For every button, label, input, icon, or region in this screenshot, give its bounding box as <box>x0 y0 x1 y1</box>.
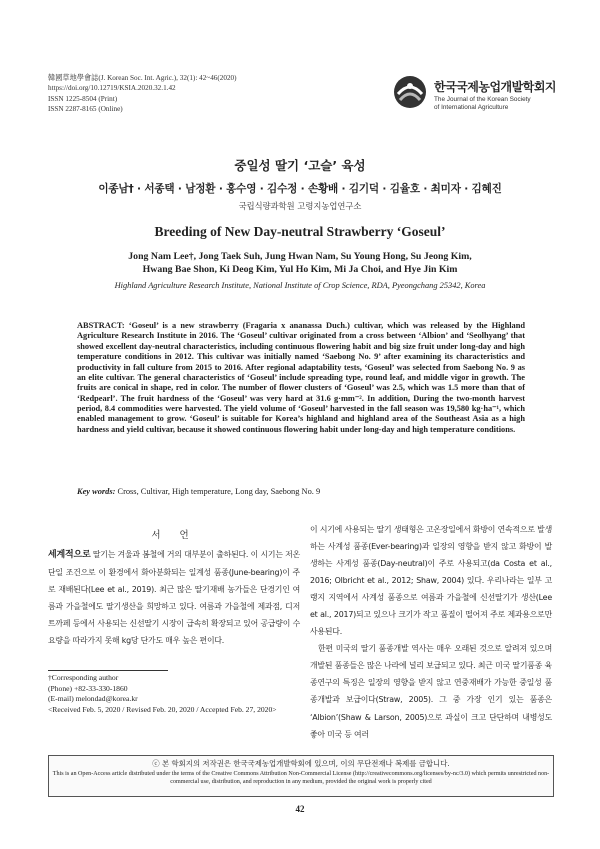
society-name-en <box>434 96 531 112</box>
journal-citation: 韓國草地學會誌(J. Korean Soc. Int. Agric.), 32(1): 42~46(2020) <box>48 74 237 82</box>
abstract-label: ABSTRACT: <box>77 321 125 330</box>
intro-paragraph-1: 이 시기에 사용되는 딸기 생태형은 고온장일에서 화방이 연속적으로 발생하는 사계성 품종(Ever-bearing)과 일장의 영향을 받지 않고 화방이 발생하는 사계성 품종(Day-neutral)이 주로 사용되고(da Costa et al., 2016; Olbricht et al., 2012; Shaw, 2004) 있다. 우리나라는 일부 고랭지 지역에서 사계성 품종으로 여름과 가을철에 신선딸기가 생산(Lee et al., 2017)되고 있으나 크기가 작고 품질이 떨어져 주로 제과용으로만 사용된다. <box>310 525 552 637</box>
title-english: Breeding of New Day-neutral Strawberry ‘Goseul’ <box>154 224 446 239</box>
society-name-en-line1: The Journal of the Korean Society <box>434 96 531 103</box>
affiliation-english: Highland Agriculture Research Institute, National Institute of Crop Science, RDA, Pyeongchang 25342, Korea <box>114 281 486 290</box>
authors-english-line1: Jong Nam Lee†, Jong Taek Suh, Jung Hwan Nam, Su Young Hong, Su Jeong Kim, <box>128 251 472 262</box>
journal-header <box>48 73 237 114</box>
society-logo <box>392 74 562 130</box>
issn-online: ISSN 2287-8165 (Online) <box>48 104 123 113</box>
author-phone: (Phone) +82-33-330-1860 <box>48 683 128 693</box>
authors-english-line2: Hwang Bae Shon, Ki Deog Kim, Yul Ho Kim, Mi Ja Choi, and Hye Jin Kim <box>142 263 458 275</box>
affiliation-korean: 국립식량과학원 고령지농업연구소 <box>238 201 362 211</box>
footnote-rule <box>48 670 168 671</box>
society-name-kr: 한국국제농업개발학회지 <box>434 80 557 94</box>
copyright-notice: ⓒ 본 학회지의 저작권은 한국국제농업개발학회에 있으며, 이의 무단전재나 복제를 금합니다. <box>152 759 450 768</box>
keywords <box>77 487 525 496</box>
section-title-introduction: 서 언 <box>151 530 197 541</box>
intro-paragraph-2: 한편 미국의 딸기 품종개발 역사는 매우 오래된 것으로 알려져 있으며 개발된 품종들은 많은 나라에 널리 보급되고 있다. 최근 미국 딸기품종 육종연구의 특징은 일장의 영향을 받지 않고 연중재배가 가능한 중일성 품종개발과 보급이다(Straw, 2005). 그 중 가장 인기 있는 품종은 ‘Albion’(Shaw & Larson, 2005)으로 과실이 크고 단단하며 내병성도 좋아 미국 등 여러 <box>310 644 552 739</box>
footnote <box>48 673 277 715</box>
keywords-label: Key words: <box>77 487 116 496</box>
intro-lead-word: 세계적으로 <box>48 550 91 560</box>
author-email[interactable]: (E-mail) melondad@korea.kr <box>48 694 138 704</box>
page-number: 42 <box>295 804 305 814</box>
abstract-text: ‘Goseul’ is a new strawberry (Fragaria x ananassa Duch.) cultivar, which was released by the Highland Agriculture Research Institute in 2016. The ‘Goseul’ cultivar originated from a cross between ‘Albion’ and ‘Seolhyang’ that showed excellent day-neutral characteristics, including continuous flowering habit and big size fruit under long-day and high temperature conditions in 2012. This cultivar was initially named ‘Saebong No. 9’ after examining its characteristics and productivity in fall culture from 2015 to 2016. After regional adaptability tests, ‘Goseul’ was selected from Saebong No. 9 as an elite cultivar. The general characteristics of ‘Goseul’ include spreading type, round leaf, and middle vigor in growth. The fruits are conical in shape, red in color. The number of flower clusters of ‘Goseul’ was 2.5, which was 1.5 more than that of ‘Redpearl’. The fruit hardness of the ‘Goseul’ was very hard at 31.6 g·mm⁻². In addition, During the two-month harvest period, 8.4 commodities were harvested. The yield volume of ‘Goseul’ harvested in the fall season was 19,580 kg·ha⁻¹, which enabled management to grow. ‘Goseul’ is suitable for Korea’s highland and highland area of the Southeast Asia as a high hardness and yield cultivar, because it showed continuous flowering habit under long-day and high temperature conditions. <box>77 321 526 434</box>
body-column-left <box>48 546 300 649</box>
intro-text-left: 딸기는 겨울과 봄철에 거의 대부분이 출하된다. 이 시기는 저온단일 조건으로 이 환경에서 화아분화되는 일계성 품종(June-bearing)이 주로 재배된다(Lee et al., 2019). 최근 많은 딸기재배 농가들은 단경기인 여름과 가을철에도 딸기생산을 희망하고 있다. 여름과 가을철에 제과점, 디저트까페 등에서 사용되는 신선딸기 시장이 급속히 확장되고 있어 공급량이 수요량을 따라가지 못해 kg당 단가도 매우 높은 편이다. <box>48 550 300 645</box>
body-column-right <box>310 521 552 743</box>
issn-print: ISSN 1225-8504 (Print) <box>48 94 118 103</box>
received-dates: <Received Feb. 5, 2020 / Revised Feb. 20, 2020 / Accepted Feb. 27, 2020> <box>48 704 277 714</box>
doi-link[interactable]: https://doi.org/10.12719/KSIA.2020.32.1.42 <box>48 84 176 93</box>
abstract <box>77 321 525 435</box>
keywords-text: Cross, Cultivar, High temperature, Long day, Saebong No. 9 <box>117 487 321 496</box>
title-korean: 중일성 딸기 ‘고슬’ 육성 <box>234 158 366 173</box>
authors-english <box>60 251 540 276</box>
society-logo-icon <box>392 74 428 110</box>
open-access-license: This is an Open-Access article distributed under the terms of the Creative Commons Attribution Non-Commercial License (http://creativecommons.org/licenses/by-nc/3.0) which permits unrestricted non-commercial use, distribution, and reproduction in any medium, provided the original work is properly cited <box>52 771 550 786</box>
corresponding-author: †Corresponding author <box>48 673 119 682</box>
society-name-en-line2: of International Agriculture <box>434 104 509 111</box>
authors-korean: 이종남† · 서종택 · 남정환 · 홍수영 · 김수정 · 손황배 · 김기덕 · 김율호 · 최미자 · 김혜진 <box>98 183 502 195</box>
